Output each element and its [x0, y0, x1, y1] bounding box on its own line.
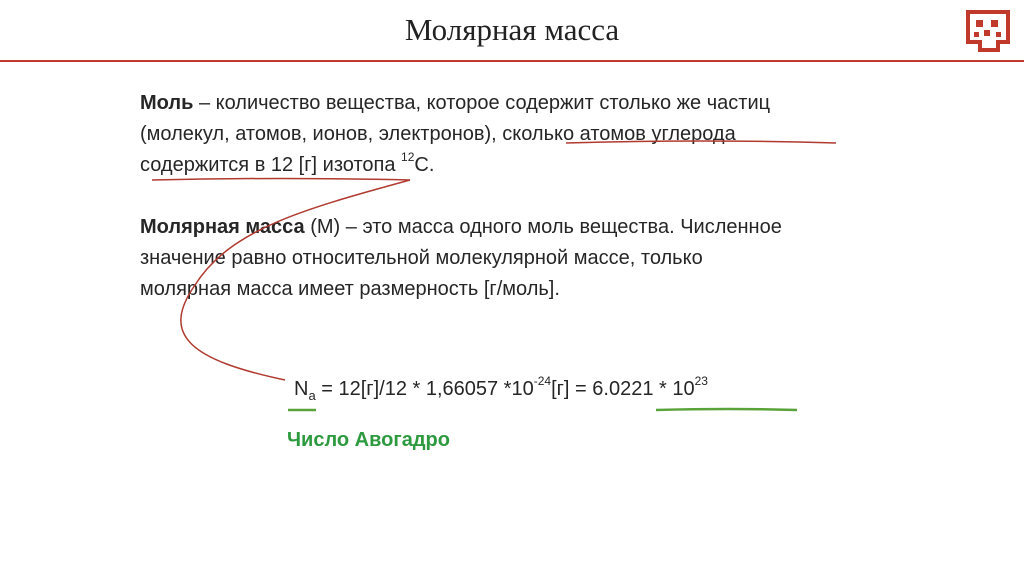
molar-mass-text-1: (М) – это масса одного моль вещества. Численное: [304, 216, 782, 238]
isotope-mass-number: 12: [401, 150, 415, 165]
mole-definition-text-1: – количество вещества, которое содержит столько же частиц: [193, 92, 771, 114]
green-underline-result: [656, 409, 797, 410]
isotope-symbol: С.: [414, 154, 435, 176]
formula-exponent-2: 23: [694, 374, 708, 389]
red-underline-carbon-atoms: [566, 141, 836, 143]
molar-mass-term: Молярная масса: [140, 216, 305, 238]
formula-part-1: = 12[г]/12 * 1,66057 *10: [315, 378, 534, 400]
red-connector-curve: [181, 180, 410, 380]
molar-mass-line-2: значение равно относительной молекулярной массе, только: [140, 247, 703, 269]
avogadro-label: Число Авогадро: [287, 429, 450, 451]
formula-symbol: N: [294, 378, 309, 400]
mole-definition-line-2: (молекул, атомов, ионов, электронов), сколько атомов углерода: [140, 123, 736, 145]
mole-term: Моль: [140, 92, 194, 114]
formula-part-2: [г] = 6.0221 * 10: [551, 378, 695, 400]
mole-definition-text-3: содержится в 12 [г] изотопа: [140, 154, 402, 176]
red-underline-isotope: [152, 179, 410, 181]
slide-title: Молярная масса: [404, 12, 620, 47]
formula-exponent-1: -24: [533, 374, 552, 389]
formula-subscript: a: [308, 388, 316, 403]
molar-mass-line-3: молярная масса имеет размерность [г/моль].: [140, 278, 560, 300]
